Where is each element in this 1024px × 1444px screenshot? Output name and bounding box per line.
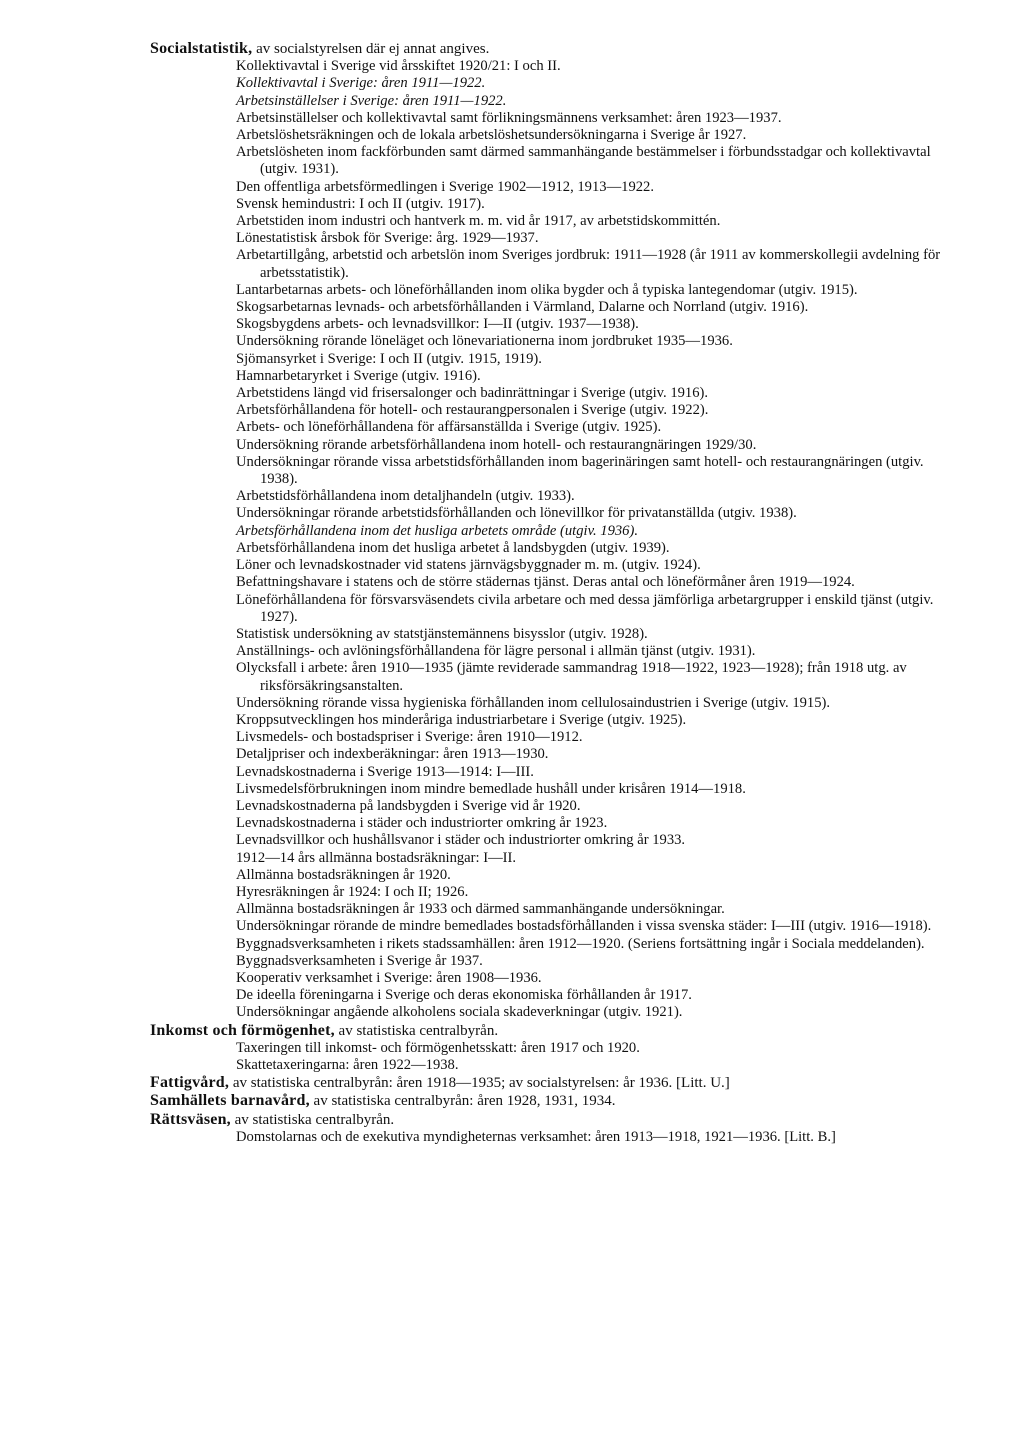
publication-entry: Livsmedelsförbrukningen inom mindre bemedlade hushåll under krisåren 1914—1918. <box>236 780 746 797</box>
section <box>150 1074 950 1092</box>
publication-entry: Olycksfall i arbete: åren 1910—1935 (jämte reviderade sammandrag 1918—1922, 1923—1928); från 1918 utg. av riksförsäkringsanstalten. <box>236 660 907 694</box>
publication-entry: Taxeringen till inkomst- och förmögenhetsskatt: åren 1917 och 1920. <box>236 1039 640 1056</box>
publication-list <box>150 1129 950 1146</box>
publication-entry: Lönestatistisk årsbok för Sverige: årg. 1929—1937. <box>236 230 539 247</box>
publication-entry: Allmänna bostadsräkningen år 1933 och därmed sammanhängande undersökningar. <box>236 901 725 918</box>
publication-entry: Svensk hemindustri: I och II (utgiv. 1917). <box>236 195 485 212</box>
publication-entry: Undersökningar rörande vissa arbetstidsförhållanden inom bagerinäringen samt hotell- och restaurangnäringen (utgiv. 1938). <box>236 453 924 488</box>
section <box>150 1022 950 1075</box>
publication-entry: Arbetstiden inom industri och hantverk m. m. vid år 1917, av arbetstidskommittén. <box>236 213 721 230</box>
publication-entry: Livsmedels- och bostadspriser i Sverige: åren 1910—1912. <box>236 729 583 746</box>
publication-entry: Befattningshavare i statens och de större städernas tjänst. Deras antal och löneförmåner åren 1919—1924. <box>236 574 855 591</box>
publication-entry: Arbetsförhållandena för hotell- och restaurangpersonalen i Sverige (utgiv. 1922). <box>236 402 709 419</box>
publication-entry: Detaljpriser och indexberäkningar: åren 1913—1930. <box>236 746 549 763</box>
publication-entry: Arbetsförhållandena inom det husliga arbetet å landsbygden (utgiv. 1939). <box>236 539 670 556</box>
section-title: Rättsväsen, <box>150 1110 231 1128</box>
publication-entry: Hyresräkningen år 1924: I och II; 1926. <box>236 883 469 900</box>
publication-entry: Kollektivavtal i Sverige: åren 1911—1922. <box>236 75 486 92</box>
publication-entry: Kroppsutvecklingen hos minderåriga industriarbetare i Sverige (utgiv. 1925). <box>236 711 687 728</box>
publication-entry: Undersökningar rörande arbetstidsförhållanden och lönevillkor för privatanställda (utgiv. 1938). <box>236 505 797 522</box>
publication-entry: Allmänna bostadsräkningen år 1920. <box>236 866 451 883</box>
publication-entry: Skattetaxeringarna: åren 1922—1938. <box>236 1056 459 1073</box>
section <box>150 1111 950 1146</box>
publication-entry: De ideella föreningarna i Sverige och deras ekonomiska förhållanden år 1917. <box>236 987 692 1004</box>
publication-entry: Levnadskostnaderna på landsbygden i Sverige vid år 1920. <box>236 797 581 814</box>
publication-entry: Levnadskostnaderna i städer och industriorter omkring år 1923. <box>236 815 608 832</box>
publication-entry: Hamnarbetaryrket i Sverige (utgiv. 1916). <box>236 367 481 384</box>
publication-list <box>150 1040 950 1074</box>
publication-entry: Lantarbetarnas arbets- och löneförhållanden inom olika bygder och å typiska lantegendomar (utgiv. 1915). <box>236 281 858 298</box>
section-subtitle: av socialstyrelsen där ej annat angives. <box>256 41 490 57</box>
publication-entry: Arbetsinställelser och kollektivavtal samt förlikningsmännens verksamhet: åren 1923—1937. <box>236 109 782 126</box>
publication-entry: Anställnings- och avlöningsförhållandena för lägre personal i allmän tjänst (utgiv. 1931). <box>236 643 756 660</box>
publication-entry: Undersökning rörande löneläget och lönevariationerna inom jordbruket 1935—1936. <box>236 333 733 350</box>
publication-entry: Arbetsförhållandena inom det husliga arbetets område (utgiv. 1936). <box>236 522 638 539</box>
publication-list <box>150 58 950 1021</box>
section-subtitle: av statistiska centralbyrån: åren 1928, 1931, 1934. <box>313 1093 616 1110</box>
publication-entry: Arbetslösheten inom fackförbunden samt därmed sammanhängande bestämmelser i förbundsstadgar och kollektivavtal (utgiv. 1931). <box>236 144 931 178</box>
publication-entry: Den offentliga arbetsförmedlingen i Sverige 1902—1912, 1913—1922. <box>236 178 655 195</box>
publication-entry: 1912—14 års allmänna bostadsräkningar: I—II. <box>236 849 517 866</box>
publication-entry: Kollektivavtal i Sverige vid årsskiftet 1920/21: I och II. <box>236 58 561 75</box>
section-subtitle: av statistiska centralbyrån: åren 1918—1935; av socialstyrelsen: år 1936. [Litt. U.] <box>232 1075 730 1092</box>
publication-entry: Arbetstidsförhållandena inom detaljhandeln (utgiv. 1933). <box>236 488 575 505</box>
publication-entry: Löneförhållandena för försvarsväsendets civila arbetare och med dessa jämförliga arbetargrupper i enskild tjänst (utgiv. 1927). <box>236 591 934 625</box>
publication-entry: Levnadskostnaderna i Sverige 1913—1914: I—III. <box>236 763 534 780</box>
publication-entry: Skogsbygdens arbets- och levnadsvillkor: I—II (utgiv. 1937—1938). <box>236 316 639 333</box>
section-title: Inkomst och förmögenhet, <box>150 1021 335 1039</box>
publication-entry: Levnadsvillkor och hushållsvanor i städer och industriorter omkring år 1933. <box>236 832 686 849</box>
publication-entry: Arbetartillgång, arbetstid och arbetslön inom Sveriges jordbruk: 1911—1928 (år 1911 av kommerskollegii avdelning för arbetsstatistik). <box>236 247 941 281</box>
section-title: Fattigvård, <box>150 1074 230 1092</box>
publication-entry: Undersökningar angående alkoholens sociala skadeverkningar (utgiv. 1921). <box>236 1004 683 1021</box>
section-heading <box>150 40 950 58</box>
section-heading <box>150 1092 950 1110</box>
section-heading <box>150 1111 950 1129</box>
publication-entry: Statistisk undersökning av statstjänstemännens bisysslor (utgiv. 1928). <box>236 625 648 642</box>
section-title: Samhällets barnavård, <box>150 1092 310 1110</box>
publication-entry: Arbets- och löneförhållandena för affärsanställda i Sverige (utgiv. 1925). <box>236 419 662 436</box>
section <box>150 40 950 1022</box>
publication-entry: Byggnadsverksamheten i rikets stadssamhällen: åren 1912—1920. (Seriens fortsättning ingår i Sociala meddelanden). <box>236 935 925 952</box>
publication-entry: Skogsarbetarnas levnads- och arbetsförhållanden i Värmland, Dalarne och Norrland (utgiv. 1916). <box>236 299 809 316</box>
publication-entry: Arbetstidens längd vid frisersalonger och badinrättningar i Sverige (utgiv. 1916). <box>236 385 709 402</box>
section-heading <box>150 1022 950 1040</box>
section-subtitle: av statistiska centralbyrån. <box>234 1111 395 1128</box>
publication-entry: Arbetslöshetsräkningen och de lokala arbetslöshetsundersökningarna i Sverige år 1927. <box>236 127 747 144</box>
section-subtitle: av statistiska centralbyrån. <box>338 1022 499 1039</box>
publication-entry: Kooperativ verksamhet i Sverige: åren 1908—1936. <box>236 969 542 986</box>
section-heading <box>150 1074 950 1092</box>
publication-entry: Byggnadsverksamheten i Sverige år 1937. <box>236 952 483 969</box>
section-title: Socialstatistik, <box>150 40 253 57</box>
section <box>150 1092 950 1110</box>
publication-entry: Undersökning rörande vissa hygieniska förhållanden inom cellulosaindustrien i Sverige (utgiv. 1915). <box>236 694 831 711</box>
document-page <box>150 40 950 1146</box>
publication-entry: Undersökning rörande arbetsförhållandena inom hotell- och restaurangnäringen 1929/30. <box>236 436 757 453</box>
publication-entry: Domstolarnas och de exekutiva myndigheternas verksamhet: åren 1913—1918, 1921—1936. [Litt. B.] <box>236 1128 836 1145</box>
publication-entry: Undersökningar rörande de mindre bemedlades bostadsförhållanden i vissa svenska städer: I—III (utgiv. 1916—1918). <box>236 918 932 935</box>
publication-entry: Löner och levnadskostnader vid statens järnvägsbyggnader m. m. (utgiv. 1924). <box>236 557 701 574</box>
publication-entry: Sjömansyrket i Sverige: I och II (utgiv. 1915, 1919). <box>236 350 542 367</box>
publication-entry: Arbetsinställelser i Sverige: åren 1911—1922. <box>236 92 507 109</box>
